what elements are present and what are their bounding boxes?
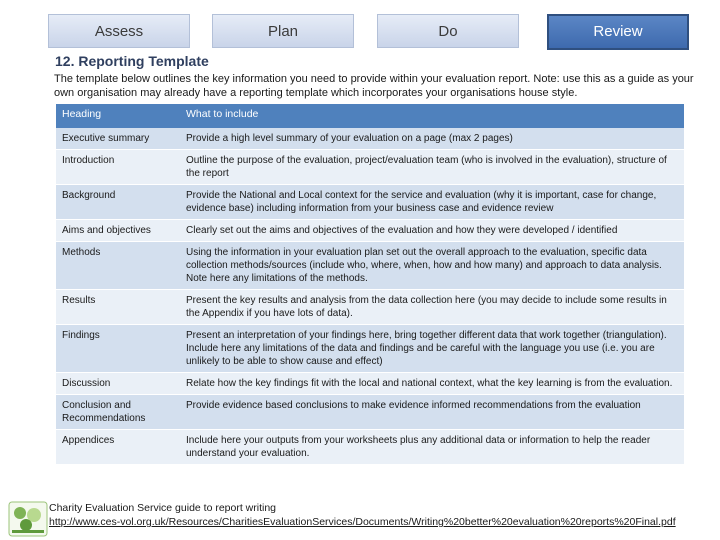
table-row xyxy=(56,242,684,290)
row-content: Outline the purpose of the evaluation, project/evaluation team (who is involved in the evaluation), structure of the report xyxy=(180,150,684,185)
table-header-row xyxy=(56,104,684,128)
tab-do[interactable]: Do xyxy=(377,14,519,48)
tab-plan[interactable]: Plan xyxy=(212,14,354,48)
footer-source: Charity Evaluation Service guide to report writing xyxy=(49,502,277,514)
tab-assess[interactable]: Assess xyxy=(48,14,190,48)
row-content: Clearly set out the aims and objectives of the evaluation and how they were developed / identified xyxy=(180,220,684,242)
row-content: Present an interpretation of your findings here, bring together different data that work together (triangulation). Include here any limitations of the data and findings and be careful with the language you use (i.e. you are unlikely to be able to show cause and effect) xyxy=(180,325,684,373)
table-row xyxy=(56,290,684,325)
row-content: Using the information in your evaluation plan set out the overall approach to the evaluation, specific data collection methods/sources (include who, where, when, how and how many) and approach to data analysis. Note here any limitations of the methods. xyxy=(180,242,684,290)
row-content: Relate how the key findings fit with the local and national context, what the key learning is from the evaluation. xyxy=(180,373,684,395)
row-content: Include here your outputs from your worksheets plus any additional data or information to help the reader understand your evaluation. xyxy=(180,430,684,465)
process-tabs xyxy=(48,14,718,50)
row-heading: Discussion xyxy=(56,373,180,395)
footer xyxy=(0,497,720,540)
footer-reference xyxy=(49,501,676,529)
page-title: 12. Reporting Template xyxy=(55,53,209,69)
row-content: Provide a high level summary of your evaluation on a page (max 2 pages) xyxy=(180,128,684,150)
table-row xyxy=(56,430,684,465)
table-row xyxy=(56,220,684,242)
column-header-heading: Heading xyxy=(56,104,180,128)
row-content: Provide the National and Local context for the service and evaluation (why it is important, case for change, evidence base) including information from your business case and evidence review xyxy=(180,185,684,220)
tab-review[interactable]: Review xyxy=(547,14,689,50)
reporting-template-table xyxy=(56,104,684,465)
row-heading: Results xyxy=(56,290,180,325)
intro-text: The template below outlines the key information you need to provide within your evaluation report. Note: use this as a guide as your own organisation may already have a reporting template which incorporates your organisations house style. xyxy=(54,73,694,99)
column-header-what-to-include: What to include xyxy=(180,104,684,128)
row-heading: Background xyxy=(56,185,180,220)
row-heading: Appendices xyxy=(56,430,180,465)
ces-logo-icon xyxy=(8,501,48,537)
table-row xyxy=(56,185,684,220)
table-row xyxy=(56,373,684,395)
row-heading: Methods xyxy=(56,242,180,290)
table-row xyxy=(56,395,684,430)
footer-link[interactable]: http://www.ces-vol.org.uk/Resources/CharitiesEvaluationServices/Documents/Writing%20better%20evaluation%20reports%20Final.pdf xyxy=(49,516,676,528)
table-row xyxy=(56,128,684,150)
table-row xyxy=(56,150,684,185)
table-row xyxy=(56,325,684,373)
row-heading: Introduction xyxy=(56,150,180,185)
row-content: Provide evidence based conclusions to make evidence informed recommendations from the evaluation xyxy=(180,395,684,430)
row-content: Present the key results and analysis from the data collection here (you may decide to include some results in the Appendix if you have lots of data). xyxy=(180,290,684,325)
row-heading: Executive summary xyxy=(56,128,180,150)
row-heading: Conclusion and Recommendations xyxy=(56,395,180,430)
row-heading: Aims and objectives xyxy=(56,220,180,242)
row-heading: Findings xyxy=(56,325,180,373)
